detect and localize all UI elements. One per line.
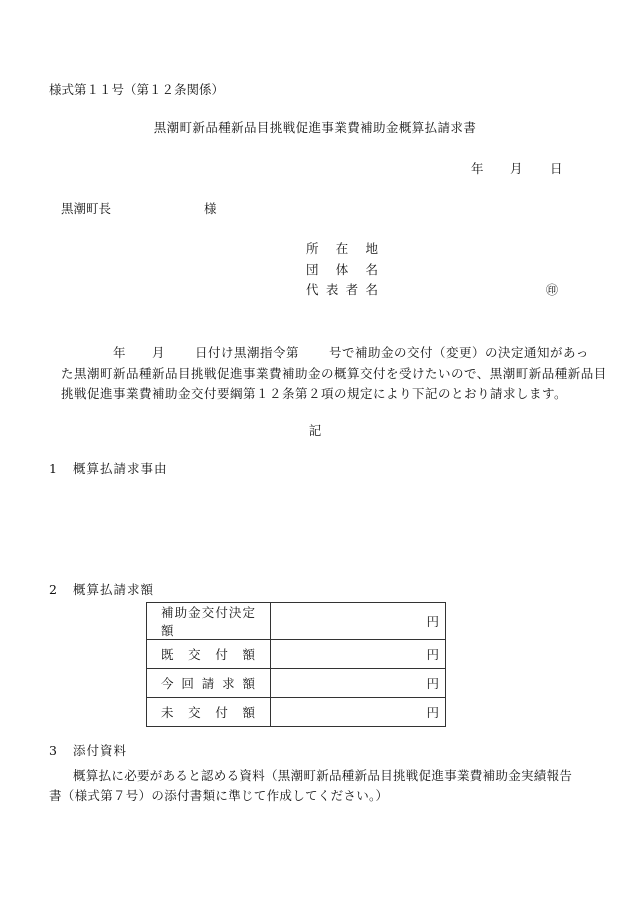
request-paragraph: [61, 343, 607, 405]
ki-heading: 記: [308, 423, 322, 438]
row-label: 未交付額: [161, 705, 255, 720]
seal-icon: ㊞: [546, 283, 559, 297]
organization-label: 団体名: [306, 262, 378, 277]
row-label: 既交付額: [161, 647, 255, 662]
row-label: 今回請求額: [161, 676, 255, 691]
date-year-label: 年: [471, 161, 484, 176]
request-line-1: [61, 343, 589, 364]
date-day-label: 日: [550, 161, 563, 176]
addressee-honorific: 様: [204, 201, 217, 216]
document-title: 黒潮町新品種新品目挑戦促進事業費補助金概算払請求書: [153, 120, 477, 135]
attachment-line-1: 概算払に必要があると認める資料（黒潮町新品種新品目挑戦促進事業費補助金実績報告: [73, 768, 573, 783]
amount-cell[interactable]: 円: [271, 640, 446, 669]
address-label: 所在地: [306, 241, 378, 256]
section-3-number: 3: [49, 743, 57, 758]
table-row: [147, 603, 446, 640]
row-label-cell: [147, 640, 271, 669]
attachment-line-2: 書（様式第７号）の添付書類に準じて作成してください。）: [49, 788, 389, 803]
request-line-2: た黒潮町新品種新品目挑戦促進事業費補助金の概算交付を受けたいので、黒潮町新品種新品目: [61, 365, 607, 381]
section-1-number: 1: [49, 461, 57, 476]
table-row: [147, 640, 446, 669]
attachment-description: [49, 766, 591, 806]
amount-cell[interactable]: 円: [271, 603, 446, 640]
request-year-label: 年: [113, 345, 127, 360]
section-3-title: 添付資料: [73, 743, 128, 758]
date-month-label: 月: [510, 161, 523, 176]
representative-label: 代表者名: [306, 282, 378, 297]
amount-cell[interactable]: 円: [271, 669, 446, 698]
section-2-title: 概算払請求額: [73, 582, 155, 597]
amount-table: [146, 602, 446, 727]
row-label: 補助金交付決定額: [161, 605, 255, 638]
section-2-number: 2: [49, 582, 57, 597]
row-label-cell: [147, 669, 271, 698]
table-row: [147, 698, 446, 727]
row-label-cell: [147, 603, 271, 640]
request-month-label: 月: [152, 345, 166, 360]
form-number: 様式第１１号（第１２条関係）: [49, 82, 225, 97]
section-1-title: 概算払請求事由: [73, 461, 168, 476]
addressee-name: 黒潮町長: [61, 201, 112, 216]
request-day-reference: 日付け黒潮指令第: [195, 345, 300, 360]
table-row: [147, 669, 446, 698]
request-line-3: 挑戦促進事業費補助金交付要綱第１２条第２項の規定により下記のとおり請求します。: [61, 386, 568, 401]
row-label-cell: [147, 698, 271, 727]
request-line-1-rest: 号で補助金の交付（変更）の決定通知があっ: [329, 345, 589, 360]
amount-cell[interactable]: 円: [271, 698, 446, 727]
